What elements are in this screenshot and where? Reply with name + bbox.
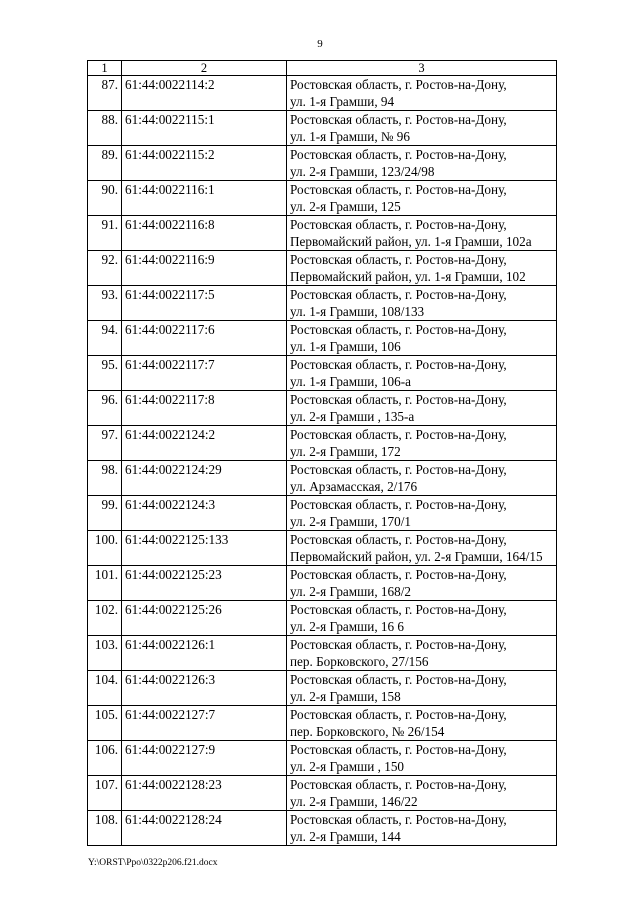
table-header [88,61,557,76]
cadastral-number: 61:44:0022116:8 [122,216,287,251]
address-line-2: ул. 2-я Грамши , 150 [290,759,405,774]
address-line-1: Ростовская область, г. Ростов-на-Дону, [290,567,507,582]
table-body [88,76,557,846]
address-cell [287,776,557,811]
address-line-2: ул. 2-я Грамши, 168/2 [290,584,411,599]
row-number: 89. [88,146,122,181]
row-number: 88. [88,111,122,146]
table-row [88,181,557,216]
address-line-2: ул. Арзамасская, 2/176 [290,479,418,494]
address-line-2: Первомайский район, ул. 1-я Грамши, 102а [290,234,532,249]
table-row [88,216,557,251]
table-row [88,496,557,531]
address-line-1: Ростовская область, г. Ростов-на-Дону, [290,252,507,267]
cadastral-number: 61:44:0022117:6 [122,321,287,356]
address-cell [287,216,557,251]
address-line-1: Ростовская область, г. Ростов-на-Дону, [290,322,507,337]
header-col-2: 2 [122,61,287,76]
cadastral-number: 61:44:0022126:3 [122,671,287,706]
row-number: 98. [88,461,122,496]
table-row [88,636,557,671]
cadastral-number: 61:44:0022125:23 [122,566,287,601]
table-row [88,671,557,706]
address-cell [287,76,557,111]
row-number: 102. [88,601,122,636]
address-line-2: ул. 2-я Грамши, 125 [290,199,401,214]
header-col-1: 1 [88,61,122,76]
address-cell [287,426,557,461]
address-line-2: ул. 1-я Грамши, № 96 [290,129,410,144]
file-path-footer: Y:\ORST\Ppo\0322p206.f21.docx [88,858,218,868]
address-line-2: ул. 2-я Грамши, 144 [290,829,401,844]
cadastral-number: 61:44:0022117:8 [122,391,287,426]
address-line-1: Ростовская область, г. Ростов-на-Дону, [290,462,507,477]
address-line-2: пер. Борковского, № 26/154 [290,724,445,739]
row-number: 94. [88,321,122,356]
table-row [88,356,557,391]
table-row [88,286,557,321]
address-line-2: ул. 1-я Грамши, 108/133 [290,304,425,319]
address-cell [287,566,557,601]
cadastral-number: 61:44:0022114:2 [122,76,287,111]
registry-table [87,60,557,846]
row-number: 87. [88,76,122,111]
table-row [88,706,557,741]
address-cell [287,496,557,531]
address-line-1: Ростовская область, г. Ростов-на-Дону, [290,637,507,652]
address-line-1: Ростовская область, г. Ростов-на-Дону, [290,182,507,197]
cadastral-number: 61:44:0022115:1 [122,111,287,146]
table-row [88,146,557,181]
table-row [88,601,557,636]
address-line-1: Ростовская область, г. Ростов-на-Дону, [290,147,507,162]
address-cell [287,391,557,426]
address-line-2: Первомайский район, ул. 1-я Грамши, 102 [290,269,526,284]
address-line-1: Ростовская область, г. Ростов-на-Дону, [290,112,507,127]
cadastral-number: 61:44:0022124:2 [122,426,287,461]
address-line-1: Ростовская область, г. Ростов-на-Дону, [290,672,507,687]
row-number: 93. [88,286,122,321]
row-number: 91. [88,216,122,251]
row-number: 99. [88,496,122,531]
address-line-2: ул. 2-я Грамши , 135-а [290,409,415,424]
cadastral-number: 61:44:0022116:9 [122,251,287,286]
cadastral-number: 61:44:0022125:26 [122,601,287,636]
table-row [88,321,557,356]
address-cell [287,741,557,776]
row-number: 92. [88,251,122,286]
address-line-1: Ростовская область, г. Ростов-на-Дону, [290,77,507,92]
row-number: 100. [88,531,122,566]
cadastral-number: 61:44:0022126:1 [122,636,287,671]
table-row [88,426,557,461]
page-number: 9 [317,38,323,50]
table-row [88,461,557,496]
cadastral-number: 61:44:0022127:9 [122,741,287,776]
address-line-2: ул. 1-я Грамши, 106 [290,339,401,354]
row-number: 108. [88,811,122,846]
cadastral-number: 61:44:0022124:29 [122,461,287,496]
address-line-1: Ростовская область, г. Ростов-на-Дону, [290,392,507,407]
address-cell [287,601,557,636]
row-number: 104. [88,671,122,706]
address-line-1: Ростовская область, г. Ростов-на-Дону, [290,707,507,722]
address-cell [287,636,557,671]
address-cell [287,146,557,181]
table-row [88,531,557,566]
cadastral-number: 61:44:0022125:133 [122,531,287,566]
address-cell [287,251,557,286]
address-line-2: ул. 2-я Грамши, 123/24/98 [290,164,435,179]
row-number: 97. [88,426,122,461]
table-row [88,811,557,846]
address-cell [287,531,557,566]
address-line-2: ул. 2-я Грамши, 146/22 [290,794,418,809]
address-line-1: Ростовская область, г. Ростов-на-Дону, [290,777,507,792]
table-row [88,566,557,601]
row-number: 90. [88,181,122,216]
row-number: 105. [88,706,122,741]
row-number: 96. [88,391,122,426]
address-line-2: пер. Борковского, 27/156 [290,654,429,669]
address-line-1: Ростовская область, г. Ростов-на-Дону, [290,497,507,512]
cadastral-number: 61:44:0022115:2 [122,146,287,181]
row-number: 95. [88,356,122,391]
address-cell [287,321,557,356]
address-line-1: Ростовская область, г. Ростов-на-Дону, [290,602,507,617]
address-line-1: Ростовская область, г. Ростов-на-Дону, [290,532,507,547]
address-cell [287,356,557,391]
address-cell [287,286,557,321]
table-row [88,111,557,146]
cadastral-number: 61:44:0022117:7 [122,356,287,391]
cadastral-number: 61:44:0022128:24 [122,811,287,846]
table-row [88,76,557,111]
cadastral-number: 61:44:0022116:1 [122,181,287,216]
address-line-1: Ростовская область, г. Ростов-на-Дону, [290,742,507,757]
address-line-1: Ростовская область, г. Ростов-на-Дону, [290,812,507,827]
cadastral-number: 61:44:0022117:5 [122,286,287,321]
table-row [88,391,557,426]
address-line-2: Первомайский район, ул. 2-я Грамши, 164/15 [290,549,543,564]
address-line-2: ул. 2-я Грамши, 16 6 [290,619,405,634]
address-cell [287,671,557,706]
address-line-2: ул. 2-я Грамши, 172 [290,444,401,459]
address-line-1: Ростовская область, г. Ростов-на-Дону, [290,357,507,372]
header-col-3: 3 [287,61,557,76]
cadastral-number: 61:44:0022127:7 [122,706,287,741]
cadastral-number: 61:44:0022124:3 [122,496,287,531]
address-cell [287,461,557,496]
address-line-1: Ростовская область, г. Ростов-на-Дону, [290,287,507,302]
address-cell [287,181,557,216]
address-line-1: Ростовская область, г. Ростов-на-Дону, [290,217,507,232]
cadastral-number: 61:44:0022128:23 [122,776,287,811]
address-line-2: ул. 2-я Грамши, 158 [290,689,401,704]
address-line-1: Ростовская область, г. Ростов-на-Дону, [290,427,507,442]
address-line-2: ул. 1-я Грамши, 106-а [290,374,411,389]
table-row [88,251,557,286]
row-number: 106. [88,741,122,776]
address-line-2: ул. 1-я Грамши, 94 [290,94,395,109]
address-cell [287,111,557,146]
table-row [88,776,557,811]
address-line-2: ул. 2-я Грамши, 170/1 [290,514,411,529]
row-number: 107. [88,776,122,811]
row-number: 103. [88,636,122,671]
address-cell [287,706,557,741]
row-number: 101. [88,566,122,601]
table-row [88,741,557,776]
header-row [88,61,557,76]
address-cell [287,811,557,846]
